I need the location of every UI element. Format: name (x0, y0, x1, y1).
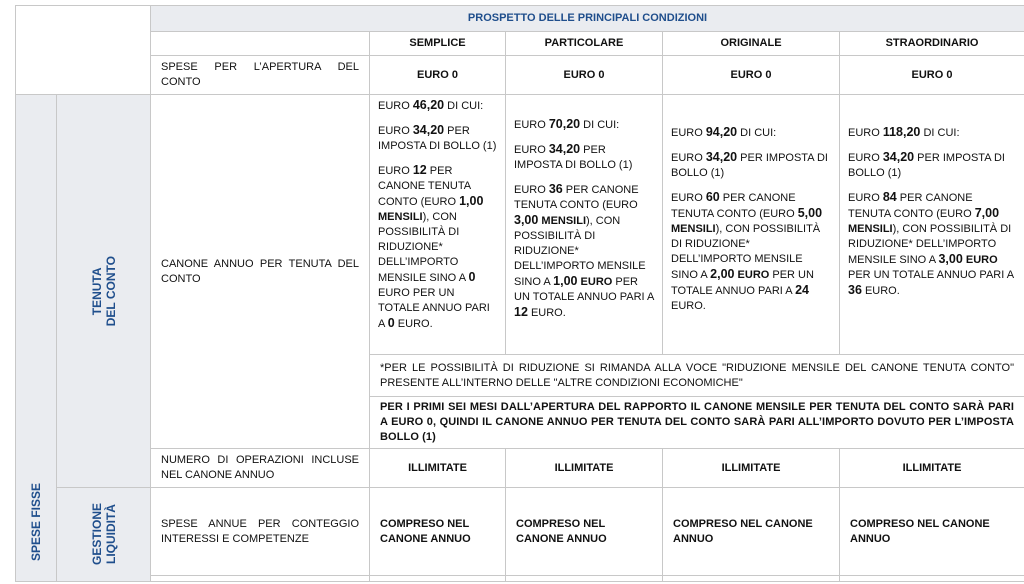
value-interessi-straordinario: COMPRESO NEL CANONE ANNUO (840, 488, 1024, 576)
value-operazioni-particolare: ILLIMITATE (506, 449, 663, 488)
cutoff-cell (506, 576, 663, 582)
row-label-operazioni: NUMERO DI OPERAZIONI INCLUSE NEL CANONE ANNUO (151, 449, 370, 488)
value-canone-semplice: EURO 46,20 DI CUI: EURO 34,20 PER IMPOSTA DI BOLLO (1) EURO 12 PER CANONE TENUTA CONTO (EURO 1,00 MENSILI), CON POSSIBILITÀ DI RIDUZIONE* DELL’IMPORTO MENSILE SINO A 0 EURO PER UN TOTALE ANNUO PARI A 0 EURO. (370, 95, 506, 355)
value-interessi-originale: COMPRESO NEL CANONE ANNUO (663, 488, 840, 576)
tenuta-line2: DEL CONTO (103, 255, 118, 327)
side-label-spese-fisse-cell (16, 95, 57, 582)
side-label-gestione (90, 503, 118, 565)
cutoff-cell (663, 576, 840, 582)
gestione-line2: LIQUIDITÀ (103, 504, 118, 565)
table-title: PROSPETTO DELLE PRINCIPALI CONDIZIONI (151, 6, 1024, 32)
side-label-spese-fisse: SPESE FISSE (29, 482, 43, 561)
col-header-particolare: PARTICOLARE (506, 32, 663, 56)
corner-blank (16, 6, 151, 95)
value-canone-originale: EURO 94,20 DI CUI: EURO 34,20 PER IMPOSTA DI BOLLO (1) EURO 60 PER CANONE TENUTA CONTO (EURO 5,00 MENSILI), CON POSSIBILITÀ DI RIDUZIONE* DELL’IMPORTO MENSILE SINO A 2,00 EURO PER UN TOTALE ANNUO PARI A 24 EURO. (663, 95, 840, 355)
canone-note-bold: PER I PRIMI SEI MESI DALL’APERTURA DEL RAPPORTO IL CANONE MENSILE PER TENUTA DEL CONTO SARÀ PARI A EURO 0, QUINDI IL CANONE ANNUO PER TENUTA DEL CONTO SARÀ PARI ALL’IMPORTO DOVUTO PER L’IMPOSTA BOLLO (1) (370, 397, 1024, 449)
value-interessi-particolare: COMPRESO NEL CANONE ANNUO (506, 488, 663, 576)
cutoff-cell (840, 576, 1024, 582)
value-apertura-straordinario: EURO 0 (840, 56, 1024, 95)
gestione-line1: GESTIONE (89, 503, 104, 566)
value-operazioni-semplice: ILLIMITATE (370, 449, 506, 488)
header-blank (151, 32, 370, 56)
conditions-table (15, 5, 1024, 582)
value-apertura-semplice: EURO 0 (370, 56, 506, 95)
canone-note: *PER LE POSSIBILITÀ DI RIDUZIONE SI RIMANDA ALLA VOCE "RIDUZIONE MENSILE DEL CANONE TENUTA CONTO" PRESENTE ALL’INTERNO DELLE "ALTRE CONDIZIONI ECONOMICHE" (370, 355, 1024, 397)
side-label-gestione-cell (57, 488, 151, 582)
cutoff-cell (151, 576, 370, 582)
value-canone-straordinario: EURO 118,20 DI CUI: EURO 34,20 PER IMPOSTA DI BOLLO (1) EURO 84 PER CANONE TENUTA CONTO (EURO 7,00 MENSILI), CON POSSIBILITÀ DI RIDUZIONE* DELL’IMPORTO MENSILE SINO A 3,00 EURO PER UN TOTALE ANNUO PARI A 36 EURO. (840, 95, 1024, 355)
col-header-straordinario: STRAORDINARIO (840, 32, 1024, 56)
side-label-tenuta (90, 256, 118, 326)
col-header-originale: ORIGINALE (663, 32, 840, 56)
value-interessi-semplice: COMPRESO NEL CANONE ANNUO (370, 488, 506, 576)
value-operazioni-originale: ILLIMITATE (663, 449, 840, 488)
value-apertura-originale: EURO 0 (663, 56, 840, 95)
row-label-apertura: SPESE PER L’APERTURA DEL CONTO (151, 56, 370, 95)
col-header-semplice: SEMPLICE (370, 32, 506, 56)
cutoff-cell (370, 576, 506, 582)
value-canone-particolare: EURO 70,20 DI CUI: EURO 34,20 PER IMPOSTA DI BOLLO (1) EURO 36 PER CANONE TENUTA CONTO (EURO 3,00 MENSILI), CON POSSIBILITÀ DI RIDUZIONE* DELL’IMPORTO MENSILE SINO A 1,00 EURO PER UN TOTALE ANNUO PARI A 12 EURO. (506, 95, 663, 355)
side-label-tenuta-cell (57, 95, 151, 488)
row-label-canone: CANONE ANNUO PER TENUTA DEL CONTO (151, 95, 370, 449)
tenuta-line1: TENUTA (89, 267, 104, 315)
row-label-interessi: SPESE ANNUE PER CONTEGGIO INTERESSI E COMPETENZE (151, 488, 370, 576)
value-operazioni-straordinario: ILLIMITATE (840, 449, 1024, 488)
value-apertura-particolare: EURO 0 (506, 56, 663, 95)
